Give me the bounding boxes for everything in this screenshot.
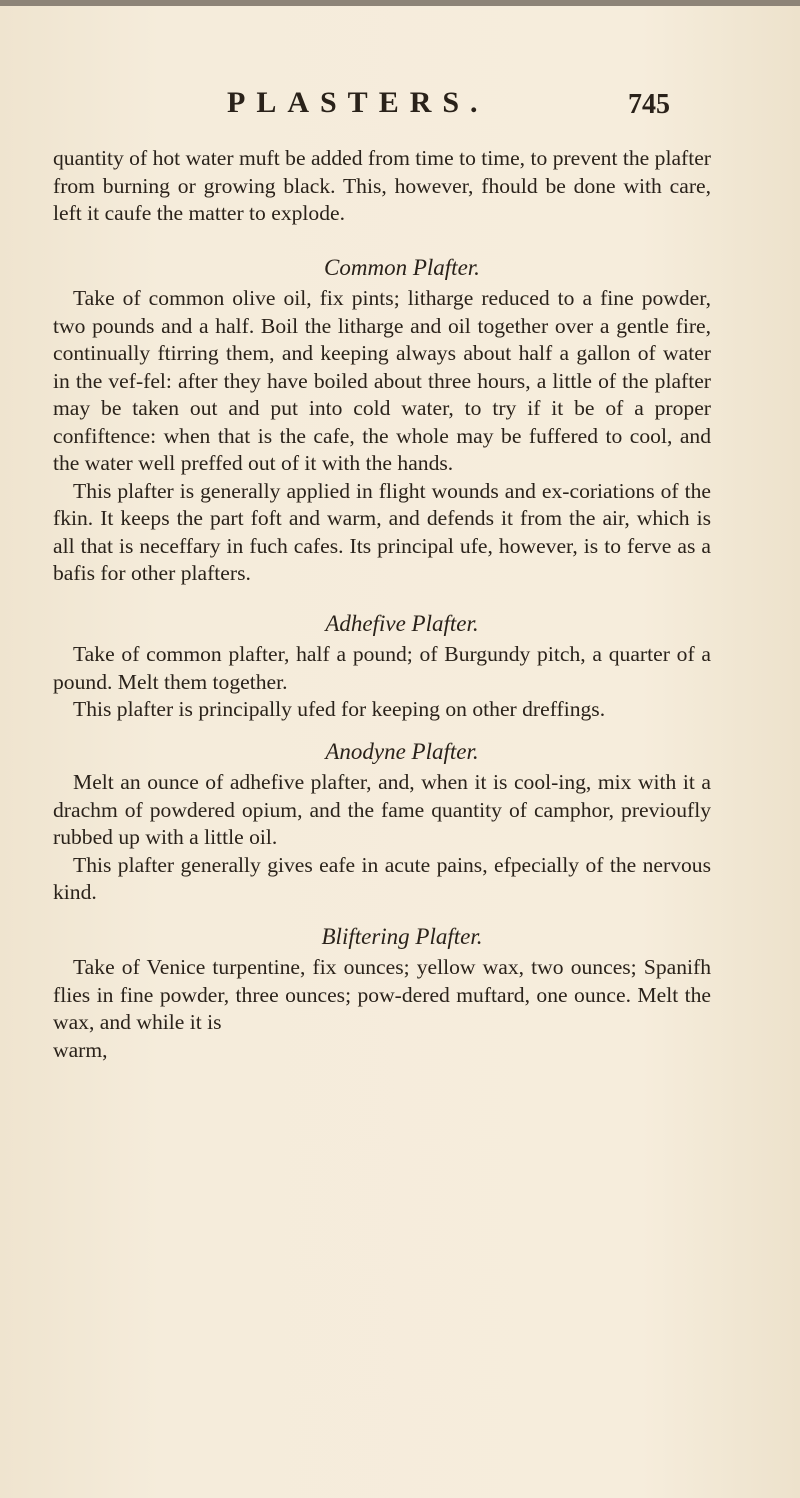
page-header <box>0 86 800 126</box>
paragraph: Take of common plafter, half a pound; of Burgundy pitch, a quarter of a pound. Melt them together. <box>53 642 711 694</box>
paragraph: This plafter is generally applied in flight wounds and ex-coriations of the fkin. It keeps the part foft and warm, and defends it from the air, which is all that is neceffary in fuch cafes. Its principal ufe, however, is to ferve as a bafis for other plafters. <box>53 478 711 585</box>
intro-paragraph: quantity of hot water muft be added from time to time, to prevent the plafter from burning or growing black. This, however, fhould be done with care, left it caufe the matter to explode. <box>53 146 711 225</box>
catchword: warm, <box>53 1037 108 1062</box>
paragraph: Take of common olive oil, fix pints; litharge reduced to a fine powder, two pounds and a half. Boil the litharge and oil together over a gentle fire, continually ftirring them, and keeping always about half a gallon of water in the vef-fel: after they have boiled about three hours, a little of the plafter may be taken out and put into cold water, to try if it be of a proper confiftence: when that is the cafe, the whole may be fuffered to cool, and the water well preffed out of it with the hands. <box>53 286 711 475</box>
paragraph: Melt an ounce of adhefive plafter, and, when it is cool-ing, mix with it a drachm of powdered opium, and the fame quantity of camphor, previoufly rubbed up with a little oil. <box>53 770 711 849</box>
paragraph: Take of Venice turpentine, fix ounces; yellow wax, two ounces; Spanifh flies in fine powder, three ounces; pow-dered muftard, one ounce. Melt the wax, and while it is <box>53 955 711 1034</box>
paragraph: This plafter generally gives eafe in acute pains, efpecially of the nervous kind. <box>53 852 711 904</box>
section-heading-common-plaster: Common Plafter. <box>324 254 480 280</box>
page-top-edge <box>0 0 800 6</box>
section-heading-anodyne-plaster: Anodyne Plafter. <box>325 738 479 764</box>
section-heading-adhesive-plaster: Adhefive Plafter. <box>325 610 479 636</box>
page-number: 745 <box>628 89 670 120</box>
section-heading-blistering-plaster: Bliftering Plafter. <box>321 923 483 949</box>
running-head: PLASTERS. <box>227 86 489 119</box>
paragraph: This plafter is principally ufed for keeping on other dreffings. <box>73 697 606 721</box>
body-text <box>53 145 711 1064</box>
